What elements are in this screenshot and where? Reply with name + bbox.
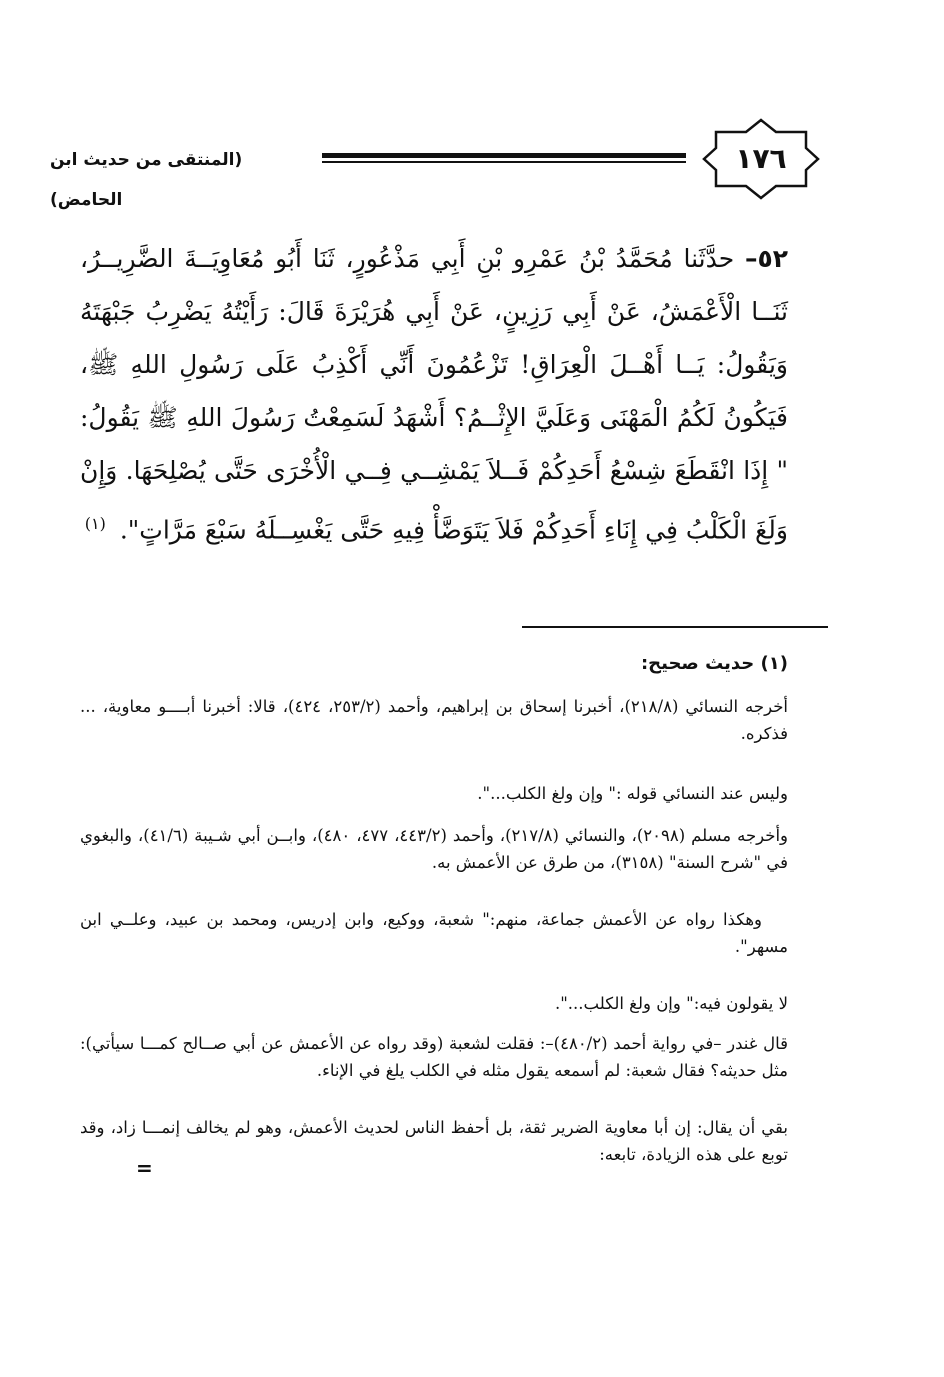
hadith-text-block [80, 232, 788, 556]
footnote-paragraph: وليس عند النسائي قوله :" وإن ولغ الكلب...". [477, 784, 788, 803]
header-rule-thin [322, 161, 686, 163]
footnote-heading: (١) حديث صحيح: [640, 653, 788, 674]
footnote-paragraph: وأخرجه مسلم (٢٠٩٨)، والنسائي (٢١٧/٨)، وأحمد (٤٤٣/٢، ٤٧٧، ٤٨٠)، وابــن أبي شـيبة (٤١/٦)، والبغوي في "شرح السنة" (٣١٥٨)، من طرق عن الأعمش به. [80, 826, 789, 872]
footnote-paragraph: قال غندر –في رواية أحمد (٤٨٠/٢)–: فقلت لشعبة (وقد رواه عن الأعمش عن أبي صــالح كمـــا سيأتي): مثل حديثه؟ فقال شعبة: لم أسمعه يقول مثله في الكلب يلغ في الإناء. [80, 1034, 788, 1080]
hadith-body: حدَّثَنا مُحَمَّدُ بْنُ عَمْرِو بْنِ أَبِي مَذْعُورٍ، ثَنَا أَبُو مُعَاوِيَــةَ الضَّرِيــرُ، ثَنَــا الْأَعْمَشُ، عَنْ أَبِي رَزِينٍ، عَنْ أَبِي هُرَيْرَةَ قَالَ: رَأَيْتُهُ يَضْرِبُ جَبْهَتَهُ وَيَقُولُ: يَــا أَهْــلَ الْعِرَاقِ! تَزْعُمُونَ أَنِّي أَكْذِبُ عَلَى رَسُولِ اللهِ ﷺ، فَيَكُونُ لَكُمُ الْمَهْنَى وَعَلَيَّ الإِثْــمُ؟ أَشْهَدُ لَسَمِعْتُ رَسُولَ اللهِ ﷺ يَقُولُ: " إِذَا انْقَطَعَ شِسْعُ أَحَدِكُمْ فَــلاَ يَمْشِــي فِــي الْأُخْرَى حَتَّى يُصْلِحَهَا. وَإِنْ وَلَغَ الْكَلْبُ فِي إِنَاءِ أَحَدِكُمْ فَلاَ يَتَوَضَّأْ فِيهِ حَتَّى يَغْسِــلَهُ سَبْعَ مَرَّاتٍ". [80, 244, 788, 545]
page-number: ١٧٦ [735, 142, 787, 175]
hadith-number: ٥٢– [744, 244, 788, 273]
footnote-paragraph: وهكذا رواه عن الأعمش جماعة، منهم:" شعبة، ووكيع، وابن إدريس، ومحمد بن عبيد، وعلــي ابن مسهر". [80, 910, 788, 956]
footnote-paragraph: لا يقولون فيه:" وإن ولغ الكلب...". [554, 994, 788, 1013]
footnote-reference: (١) [84, 514, 106, 533]
header-rule-thick [322, 153, 686, 158]
header-double-rule [322, 153, 686, 165]
footnote-paragraph: أخرجه النسائي (٢١٨/٨)، أخبرنا إسحاق بن إبراهيم، وأحمد (٢٥٣/٢، ٤٢٤)، قالا: أخبرنا أبــــو معاوية، ... فذكره. [80, 697, 788, 743]
footnote-paragraph: بقي أن يقال: إن أبا معاوية الضرير ثقة، بل أحفظ الناس لحديث الأعمش، وهو لم يخالف إنمـــا زاد، وقد توبع على هذه الزيادة، تابعه: [80, 1118, 788, 1164]
running-header-title: (المنتقى من حديث ابن الحامض) [50, 150, 243, 210]
continuation-mark: = [136, 1156, 153, 1180]
footnote-separator [522, 626, 828, 628]
